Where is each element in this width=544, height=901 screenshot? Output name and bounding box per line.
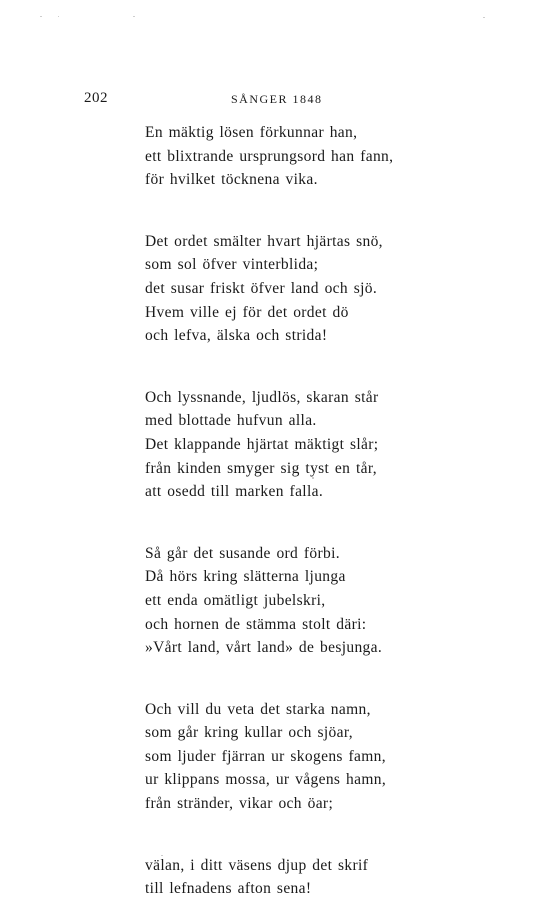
- poem-line: till lefnadens afton sena!: [145, 880, 312, 898]
- page-number: 202: [84, 90, 108, 106]
- poem-line: ur klippans mossa, ur vågens hamn,: [145, 771, 387, 789]
- poem-line: som går kring kullar och sjöar,: [145, 724, 353, 742]
- poem-line: ett enda omätligt jubelskri,: [145, 591, 326, 609]
- poem-line: Det klappande hjärtat mäktigt slår;: [145, 435, 379, 453]
- stanza-break: [145, 816, 435, 854]
- stanza-2: [145, 230, 435, 348]
- poem-line: och hornen de stämma stolt däri:: [145, 615, 367, 633]
- poem-line: ett blixtrande ursprungsord han fann,: [145, 147, 394, 165]
- poem-line: med blottade hufvun alla.: [145, 412, 317, 430]
- poem-line: som ljuder fjärran ur skogens famn,: [145, 747, 386, 765]
- stanza-break: [145, 660, 435, 698]
- poem-line: som sol öfver vinterblida;: [145, 256, 319, 274]
- poem-line: Då hörs kring slätterna ljunga: [145, 568, 346, 586]
- poem-line: från kinden smyger sig tyst en tår,: [145, 459, 377, 477]
- stanza-4: [145, 542, 435, 660]
- poem-line: Hvem ville ej för det ordet dö: [145, 303, 349, 321]
- poem-body: [145, 121, 435, 901]
- stanza-break: [145, 348, 435, 386]
- running-title: SÅNGER 1848: [231, 92, 323, 106]
- stanza-6: [145, 854, 435, 901]
- scan-speck: [133, 16, 135, 17]
- stanza-break: [145, 192, 435, 230]
- poem-line: det susar friskt öfver land och sjö.: [145, 279, 378, 297]
- poem-line: »Vårt land, vårt land» de besjunga.: [145, 639, 383, 657]
- scan-speck: [483, 17, 485, 18]
- poem-line: Det ordet smälter hvart hjärtas snö,: [145, 232, 383, 250]
- poem-line: att osedd till marken falla.: [145, 483, 324, 501]
- stanza-3: [145, 386, 435, 504]
- poem-line: och lefva, älska och strida!: [145, 327, 328, 345]
- scan-speck: [40, 16, 42, 17]
- poem-line: från stränder, vikar och öar;: [145, 795, 334, 813]
- stanza-5: [145, 698, 435, 816]
- poem-line: Och lyssnande, ljudlös, skaran står: [145, 388, 379, 406]
- poem-line: Och vill du veta det starka namn,: [145, 700, 371, 718]
- stanza-break: [145, 504, 435, 542]
- poem-line: välan, i ditt väsens djup det skrif: [145, 856, 369, 874]
- scan-speck: [58, 16, 59, 17]
- poem-line: Så går det susande ord förbi.: [145, 544, 340, 562]
- poem-line: för hvilket töcknena vika.: [145, 171, 318, 189]
- poem-line: En mäktig lösen förkunnar han,: [145, 124, 358, 141]
- stanza-1: [145, 121, 435, 192]
